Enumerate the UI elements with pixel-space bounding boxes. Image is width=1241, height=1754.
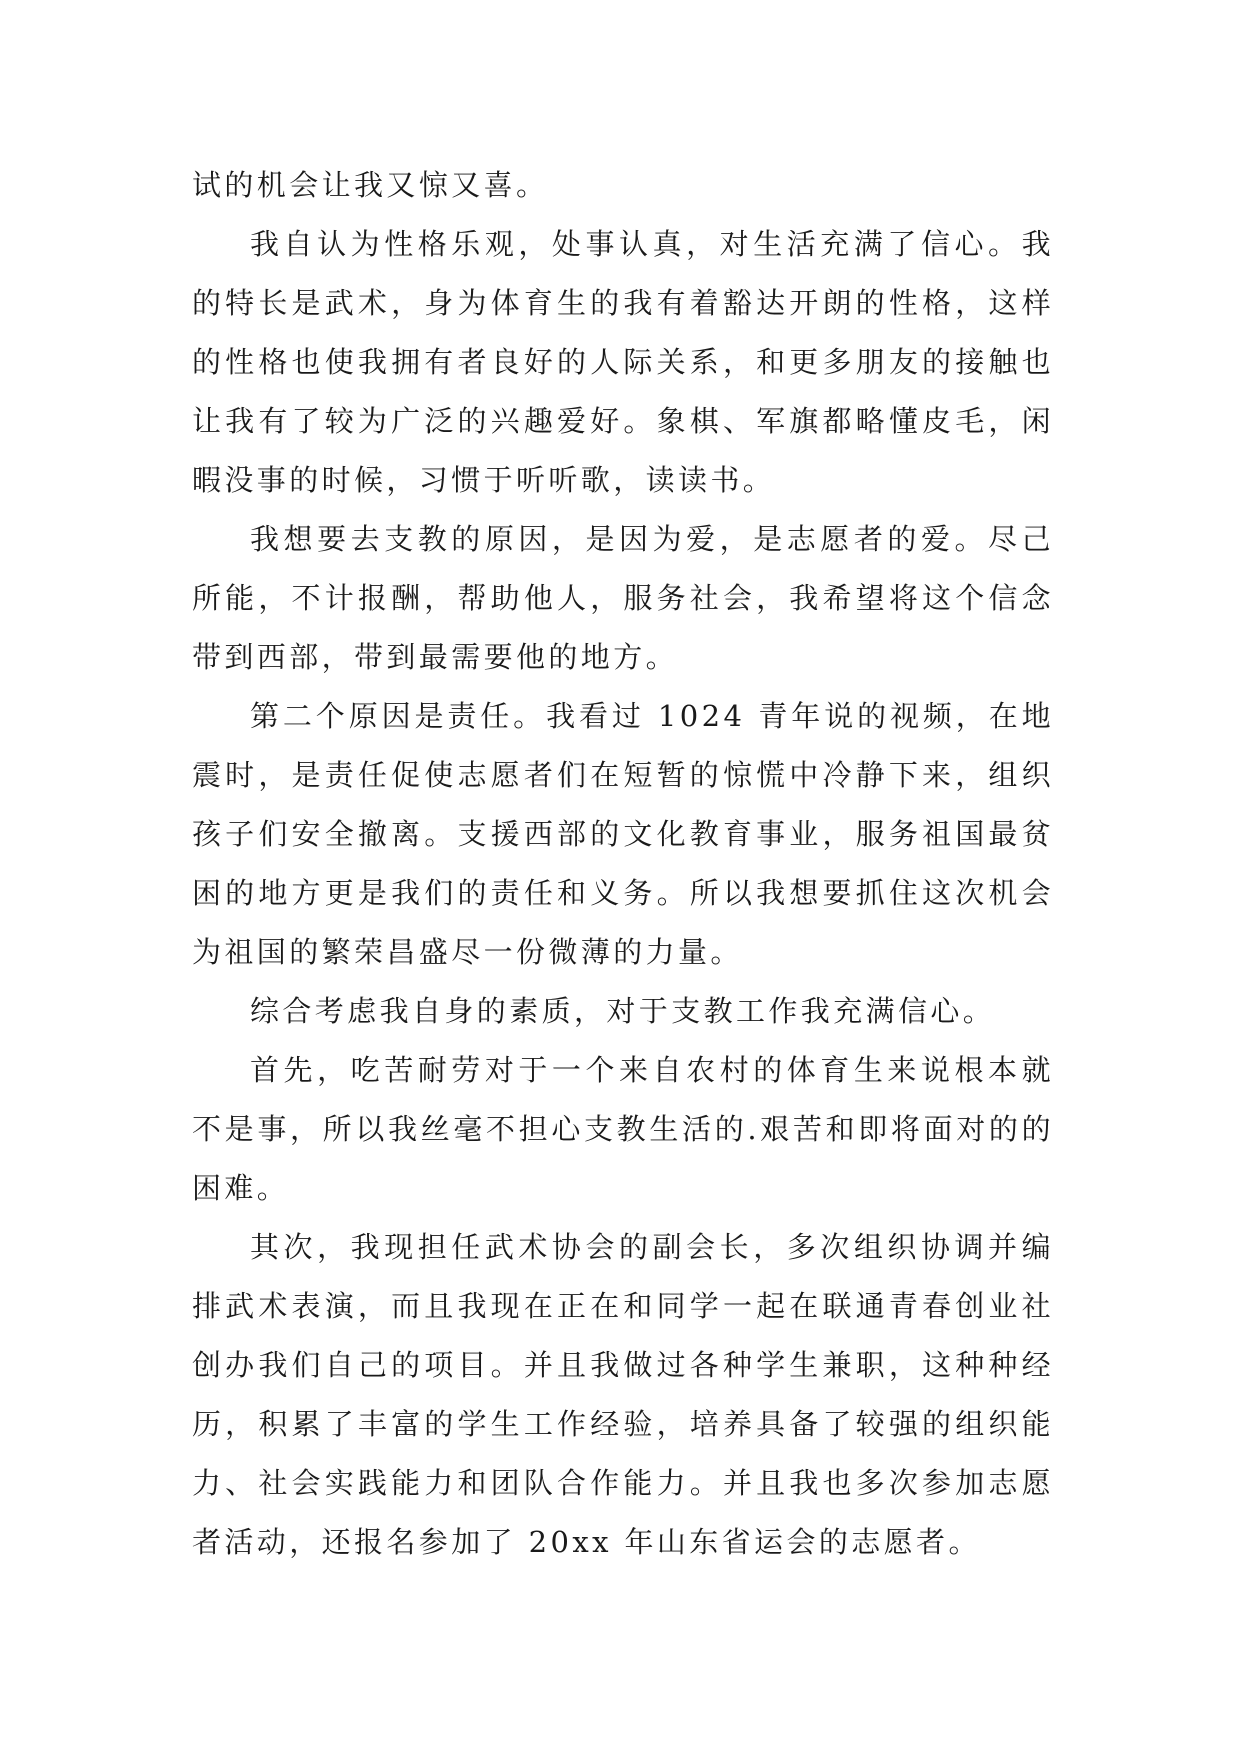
paragraph-first: 首先，吃苦耐劳对于一个来自农村的体育生来说根本就不是事，所以我丝毫不担心支教生活的.艰苦和即将面对的的困难。 bbox=[192, 1053, 1054, 1205]
document-body bbox=[192, 156, 1054, 1572]
paragraph-reason-responsibility: 第二个原因是责任。我看过 1024 青年说的视频，在地震时，是责任促使志愿者们在短暂的惊慌中冷静下来，组织孩子们安全撤离。支援西部的文化教育事业，服务祖国最贫困的地方更是我们的责任和义务。所以我想要抓住这次机会为祖国的繁荣昌盛尽一份微薄的力量。 bbox=[192, 699, 1054, 969]
paragraph-confidence: 综合考虑我自身的素质，对于支教工作我充满信心。 bbox=[250, 994, 996, 1028]
paragraph-second: 其次，我现担任武术协会的副会长，多次组织协调并编排武术表演，而且我现在正在和同学一起在联通青春创业社创办我们自己的项目。并且我做过各种学生兼职，这种种经历，积累了丰富的学生工作经验，培养具备了较强的组织能力、社会实践能力和团队合作能力。并且我也多次参加志愿者活动，还报名参加了 20xx 年山东省运会的志愿者。 bbox=[192, 1230, 1054, 1559]
paragraph-continued: 试的机会让我又惊又喜。 bbox=[192, 168, 549, 202]
paragraph-reason-love: 我想要去支教的原因，是因为爱，是志愿者的爱。尽己所能，不计报酬，帮助他人，服务社会，我希望将这个信念带到西部，带到最需要他的地方。 bbox=[192, 522, 1054, 674]
paragraph-personality: 我自认为性格乐观，处事认真，对生活充满了信心。我的特长是武术，身为体育生的我有着豁达开朗的性格，这样的性格也使我拥有者良好的人际关系，和更多朋友的接触也让我有了较为广泛的兴趣爱好。象棋、军旗都略懂皮毛，闲暇没事的时候，习惯于听听歌，读读书。 bbox=[192, 227, 1054, 497]
